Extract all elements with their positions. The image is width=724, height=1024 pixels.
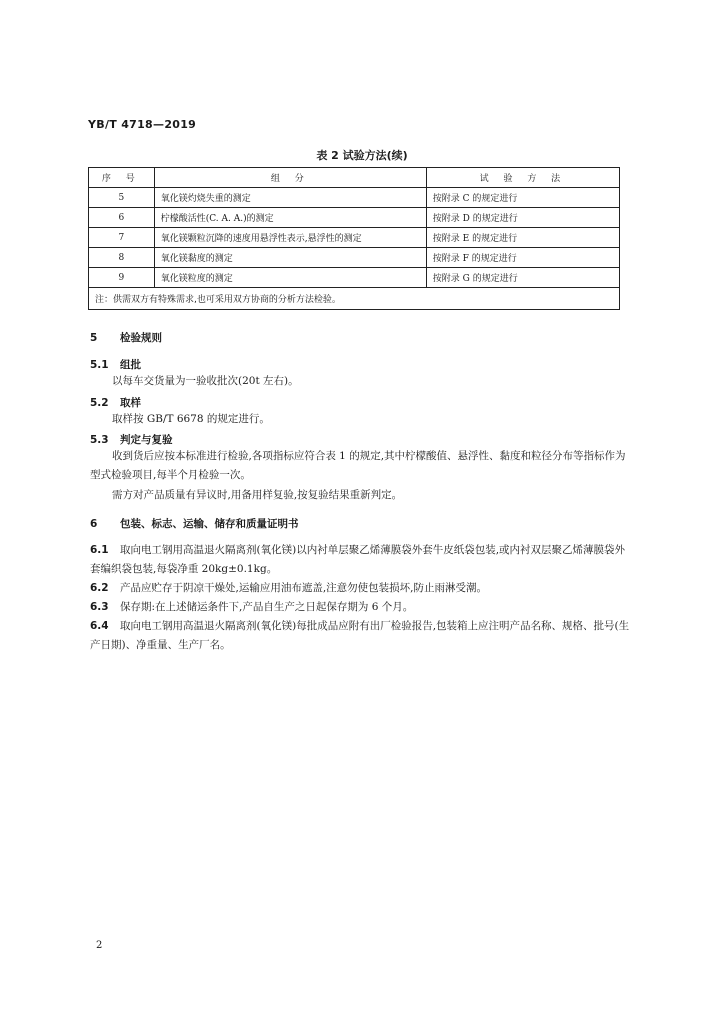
column-header-method: 试 验 方 法 <box>426 168 619 188</box>
row-method: 按附录 D 的规定进行 <box>426 208 619 228</box>
clause-5-2-title: 取样 <box>120 397 141 409</box>
clause-5-1-title: 组批 <box>120 359 141 371</box>
clause-6-4-number: 6.4 <box>90 620 109 632</box>
row-component: 氧化镁粒度的测定 <box>154 268 426 288</box>
clause-5-2-text: 取样按 GB/T 6678 的规定进行。 <box>112 413 270 425</box>
clause-5-2-heading <box>90 395 141 410</box>
clause-5-1-heading <box>90 357 141 372</box>
clause-5-3-text: 收到货后应按本标准进行检验,各项指标应符合表 1 的规定,其中柠檬酸值、悬浮性、黏度和粒径分布等指标作为型式检验项目,每半个月检验一次。 <box>90 450 626 481</box>
row-number: 9 <box>89 268 155 288</box>
table-title: 表 2 试验方法(续) <box>316 149 408 162</box>
row-component: 氧化镁黏度的测定 <box>154 248 426 268</box>
row-method: 按附录 F 的规定进行 <box>426 248 619 268</box>
clause-6-4-text: 取向电工钢用高温退火隔离剂(氧化镁)每批成品应附有出厂检验报告,包装箱上应注明产品名称、规格、批号(生产日期)、净重量、生产厂名。 <box>90 620 630 651</box>
test-methods-table <box>88 167 620 310</box>
row-method: 按附录 G 的规定进行 <box>426 268 619 288</box>
column-header-component: 组 分 <box>154 168 426 188</box>
clause-5-2-number: 5.2 <box>90 397 109 409</box>
document-code: YB/T 4718—2019 <box>88 118 197 131</box>
table-row <box>89 268 620 288</box>
clause-5-3-text-2: 需方对产品质量有异议时,用备用样复验,按复验结果重新判定。 <box>112 489 403 501</box>
section-5-title: 检验规则 <box>120 332 162 344</box>
clause-5-3-title: 判定与复验 <box>120 434 173 446</box>
row-number: 5 <box>89 188 155 208</box>
clause-6-1-number: 6.1 <box>90 544 109 556</box>
page-number: 2 <box>96 940 103 951</box>
table-row <box>89 228 620 248</box>
row-component: 氧化镁颗粒沉降的速度用悬浮性表示,悬浮性的测定 <box>154 228 426 248</box>
clause-6-2-number: 6.2 <box>90 582 109 594</box>
clause-6-4 <box>90 617 630 655</box>
section-6-title: 包装、标志、运输、储存和质量证明书 <box>120 518 299 530</box>
row-number: 7 <box>89 228 155 248</box>
row-component: 柠檬酸活性(C. A. A.)的测定 <box>154 208 426 228</box>
table-row <box>89 248 620 268</box>
table-header-row <box>89 168 620 188</box>
table-note-row <box>89 288 620 310</box>
clause-6-1 <box>90 541 630 579</box>
clause-5-1-number: 5.1 <box>90 359 109 371</box>
section-6-number: 6 <box>90 518 98 530</box>
table-row <box>89 208 620 228</box>
section-6-heading <box>90 516 299 531</box>
clause-6-3-text: 保存期:在上述储运条件下,产品自生产之日起保存期为 6 个月。 <box>120 601 414 613</box>
section-5-number: 5 <box>90 332 98 344</box>
row-number: 6 <box>89 208 155 228</box>
table-note: 注：供需双方有特殊需求,也可采用双方协商的分析方法检验。 <box>89 288 620 310</box>
clause-6-3-number: 6.3 <box>90 601 109 613</box>
clause-6-2-text: 产品应贮存于阴凉干燥处,运输应用油布遮盖,注意勿使包装损坏,防止雨淋受潮。 <box>120 582 488 594</box>
clause-5-1-text: 以每车交货量为一验收批次(20t 左右)。 <box>112 375 299 387</box>
clause-5-3-number: 5.3 <box>90 434 109 446</box>
section-5-heading <box>90 330 162 345</box>
clause-6-2 <box>90 579 630 598</box>
row-method: 按附录 E 的规定进行 <box>426 228 619 248</box>
clause-6-1-text: 取向电工钢用高温退火隔离剂(氧化镁)以内衬单层聚乙烯薄膜袋外套牛皮纸袋包装,或内衬双层聚乙烯薄膜袋外套编织袋包装,每袋净重 20kg±0.1kg。 <box>90 544 626 575</box>
table-row <box>89 188 620 208</box>
row-method: 按附录 C 的规定进行 <box>426 188 619 208</box>
clause-6-3 <box>90 598 630 617</box>
clause-5-3-heading <box>90 432 173 447</box>
row-number: 8 <box>89 248 155 268</box>
row-component: 氧化镁灼烧失重的测定 <box>154 188 426 208</box>
column-header-number: 序 号 <box>89 168 155 188</box>
